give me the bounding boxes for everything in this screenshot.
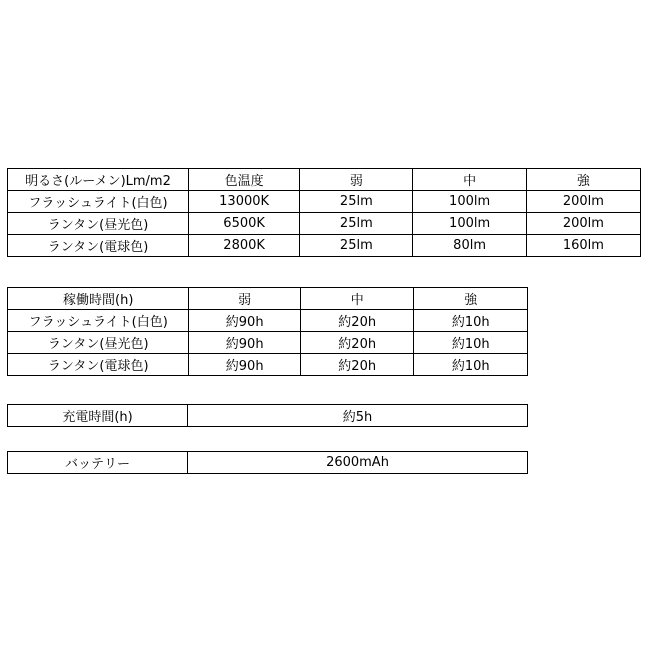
table-cell: 200lm — [526, 191, 640, 213]
header-cell: 弱 — [300, 169, 413, 191]
table-row — [8, 235, 641, 257]
table-header-row — [8, 169, 641, 191]
row-label-cell: ランタン(昼光色) — [8, 332, 189, 354]
battery-table — [7, 451, 528, 474]
table-row — [8, 310, 528, 332]
table-cell: 100lm — [413, 213, 526, 235]
charge-time-table — [7, 404, 528, 427]
table-cell: 25lm — [300, 235, 413, 257]
row-label-cell: フラッシュライト(白色) — [8, 310, 189, 332]
table-cell: 約20h — [300, 310, 414, 332]
table-cell: 6500K — [189, 213, 300, 235]
header-cell: 弱 — [189, 288, 301, 310]
table-cell: 約90h — [189, 332, 301, 354]
table-header-row — [8, 288, 528, 310]
charge-time-value: 約5h — [188, 405, 528, 427]
table-cell: 80lm — [413, 235, 526, 257]
table-cell: 25lm — [300, 191, 413, 213]
row-label-cell: ランタン(電球色) — [8, 354, 189, 376]
battery-label: バッテリー — [8, 452, 188, 474]
table-cell: 約10h — [414, 310, 528, 332]
header-cell: 中 — [413, 169, 526, 191]
table-cell: 13000K — [189, 191, 300, 213]
charge-time-label: 充電時間(h) — [8, 405, 188, 427]
table-cell: 160lm — [526, 235, 640, 257]
battery-value: 2600mAh — [188, 452, 528, 474]
table-cell: 約90h — [189, 354, 301, 376]
table-row — [8, 332, 528, 354]
row-label-cell: ランタン(電球色) — [8, 235, 189, 257]
header-cell: 稼働時間(h) — [8, 288, 189, 310]
table-cell: 約10h — [414, 332, 528, 354]
table-cell: 100lm — [413, 191, 526, 213]
table-cell: 2800K — [189, 235, 300, 257]
header-cell: 強 — [526, 169, 640, 191]
brightness-table — [7, 168, 641, 257]
row-label-cell: フラッシュライト(白色) — [8, 191, 189, 213]
header-cell: 明るさ(ルーメン)Lm/m2 — [8, 169, 189, 191]
table-row — [8, 191, 641, 213]
runtime-table — [7, 287, 528, 376]
table-row — [8, 213, 641, 235]
table-row — [8, 405, 528, 427]
row-label-cell: ランタン(昼光色) — [8, 213, 189, 235]
table-cell: 約90h — [189, 310, 301, 332]
header-cell: 強 — [414, 288, 528, 310]
table-cell: 約10h — [414, 354, 528, 376]
table-cell: 約20h — [300, 354, 414, 376]
table-cell: 約20h — [300, 332, 414, 354]
table-cell: 200lm — [526, 213, 640, 235]
table-row — [8, 452, 528, 474]
table-row — [8, 354, 528, 376]
header-cell: 中 — [300, 288, 414, 310]
header-cell: 色温度 — [189, 169, 300, 191]
table-cell: 25lm — [300, 213, 413, 235]
